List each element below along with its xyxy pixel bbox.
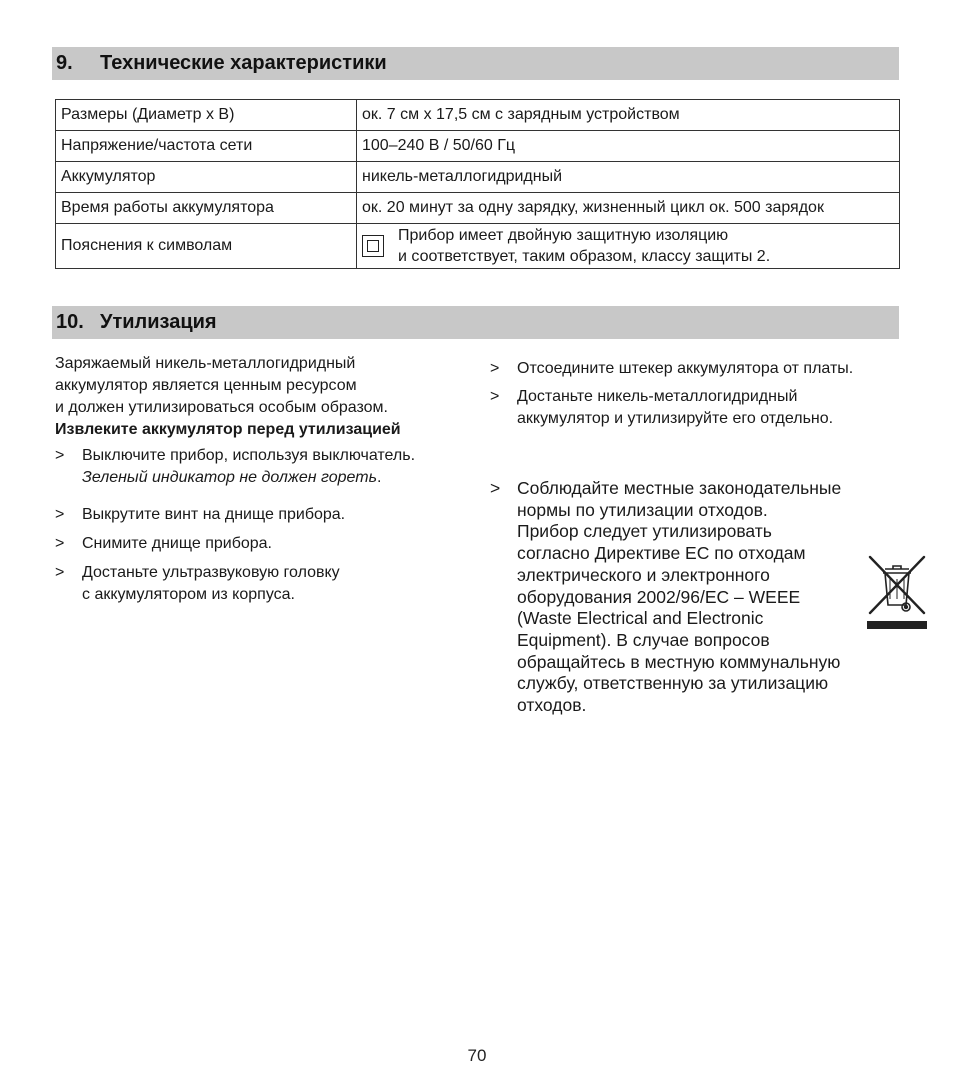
spec-value: 100–240 В / 50/60 Гц [357, 131, 900, 162]
bullet-marker: > [490, 360, 500, 377]
page-number: 70 [467, 1046, 487, 1065]
section-9-title: Технические характеристики [100, 52, 387, 74]
step-text: Выключите прибор, используя выключатель. [82, 447, 416, 464]
step-text: Достаньте ультразвуковую головку [82, 564, 340, 581]
intro-line: Заряжаемый никель-металлогидридный [55, 355, 356, 372]
spec-value [357, 224, 900, 269]
weee-line: службу, ответственную за утилизацию [517, 673, 829, 694]
step-text: Достаньте никель-металлогидридный [517, 388, 798, 405]
step-note-italic: Зеленый индикатор не должен гореть [82, 469, 378, 486]
list-item [490, 358, 910, 380]
crossed-out-wheelie-bin-icon [866, 555, 928, 631]
bullet-marker: > [55, 535, 65, 552]
weee-line: электрического и электронного [517, 564, 770, 585]
weee-line: отходов. [517, 695, 587, 716]
bullet-marker: > [490, 478, 501, 498]
bullet-marker: > [55, 447, 65, 464]
bullet-marker: > [55, 506, 65, 523]
intro-paragraph [55, 353, 475, 441]
weee-line: Прибор следует утилизировать [517, 521, 772, 542]
specifications-table [55, 99, 900, 269]
section-9-header [52, 47, 899, 80]
disposal-left-column [55, 353, 475, 606]
list-item [490, 386, 910, 430]
step-text: аккумулятор и утилизируйте его отдельно. [517, 410, 834, 427]
remove-battery-heading: Извлеките аккумулятор перед утилизацией [55, 421, 401, 438]
weee-line: обращайтесь в местную коммунальную [517, 651, 841, 672]
list-item [55, 504, 475, 526]
spec-label: Пояснения к символам [56, 224, 357, 269]
list-item [55, 445, 475, 489]
intro-line: аккумулятор является ценным ресурсом [55, 377, 357, 394]
double-insulation-icon [362, 235, 384, 257]
spec-value: ок. 7 см x 17,5 см с зарядным устройством [357, 100, 900, 131]
step-text: Отсоедините штекер аккумулятора от платы. [517, 360, 854, 377]
section-10-number: 10. [56, 311, 84, 333]
spec-label: Аккумулятор [56, 162, 357, 193]
step-note-period: . [377, 469, 382, 486]
list-item [55, 533, 475, 555]
spec-label: Напряжение/частота сети [56, 131, 357, 162]
section-10-title: Утилизация [100, 311, 217, 333]
symbol-description-line: и соответствует, таким образом, классу защиты 2. [398, 248, 771, 265]
weee-line: оборудования 2002/96/EC – WEEE [517, 586, 801, 607]
weee-line: Соблюдайте местные законодательные [517, 478, 842, 498]
step-text: Снимите днище прибора. [82, 535, 272, 552]
spec-label: Размеры (Диаметр x В) [56, 100, 357, 131]
weee-paragraph [517, 478, 910, 717]
weee-line: согласно Директиве ЕС по отходам [517, 543, 806, 564]
spec-value: никель-металлогидридный [357, 162, 900, 193]
table-row [56, 162, 900, 193]
step-text: с аккумулятором из корпуса. [82, 586, 295, 603]
weee-line: нормы по утилизации отходов. [517, 499, 768, 520]
table-row [56, 131, 900, 162]
table-row [56, 224, 900, 269]
list-item [490, 478, 910, 717]
disposal-right-column [490, 358, 910, 717]
bullet-marker: > [490, 388, 500, 405]
table-row [56, 100, 900, 131]
list-item [55, 562, 475, 606]
step-note [82, 467, 475, 489]
bullet-marker: > [55, 564, 65, 581]
section-9-number: 9. [56, 52, 73, 74]
intro-line: и должен утилизироваться особым образом. [55, 399, 388, 416]
spec-value: ок. 20 минут за одну зарядку, жизненный цикл ок. 500 зарядок [357, 193, 900, 224]
weee-line: (Waste Electrical and Electronic [517, 608, 764, 629]
symbol-description-line: Прибор имеет двойную защитную изоляцию [398, 227, 729, 244]
weee-line: Equipment). В случае вопросов [517, 629, 770, 650]
spec-label: Время работы аккумулятора [56, 193, 357, 224]
step-text: Выкрутите винт на днище прибора. [82, 506, 346, 523]
section-10-header [52, 306, 899, 339]
table-row [56, 193, 900, 224]
